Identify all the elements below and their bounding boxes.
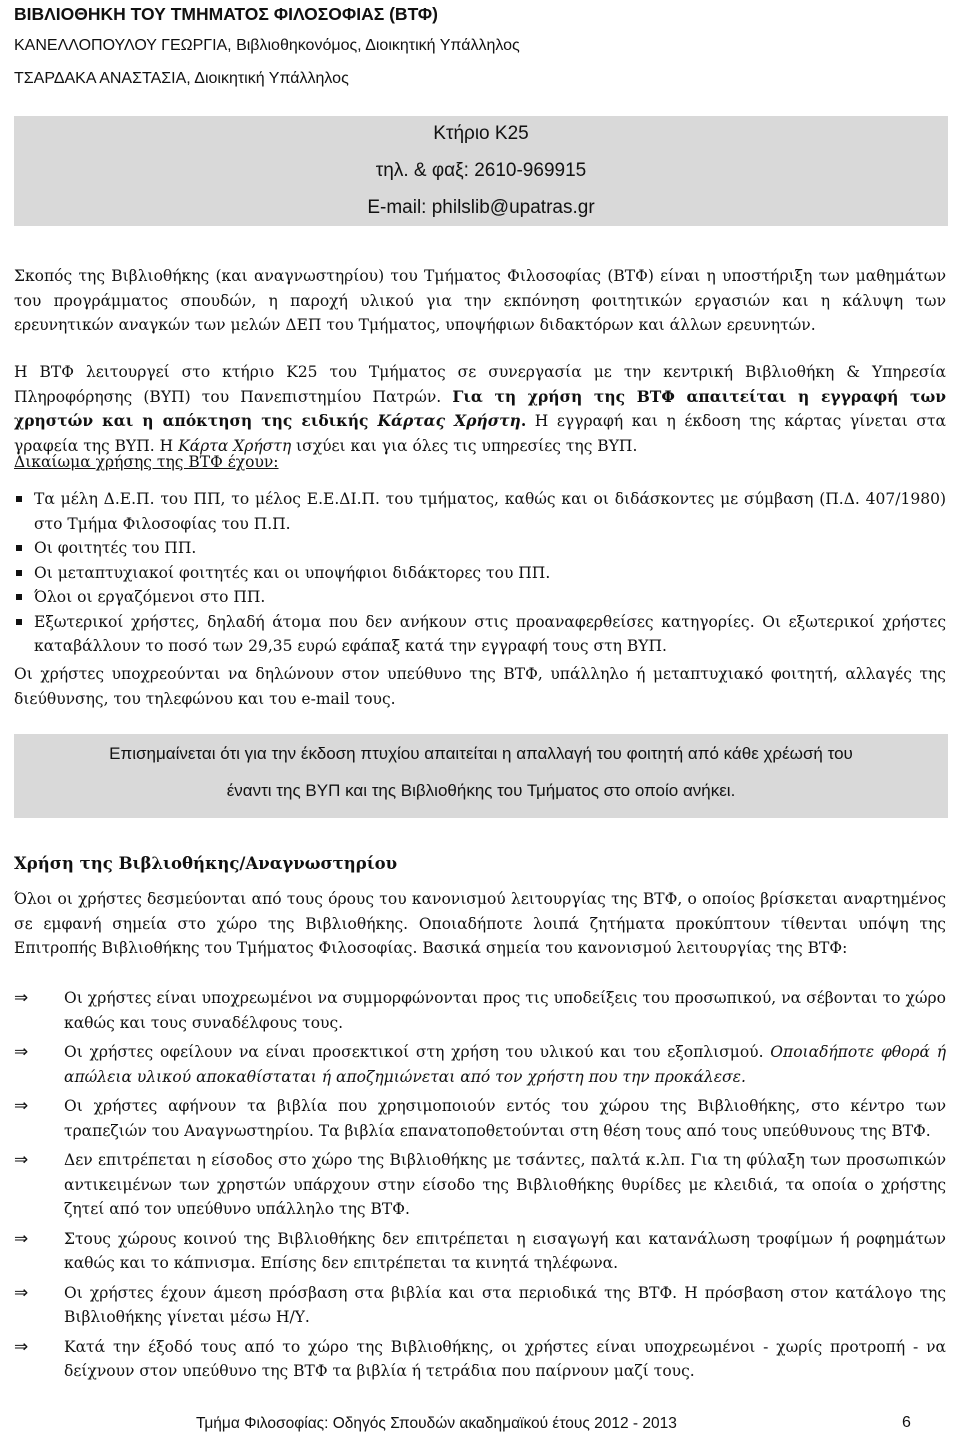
eligible-user-item: [14, 610, 946, 659]
usage-rule-text: Οι χρήστες είναι υποχρεωμένοι να συμμορφώνονται προς τις υποδείξεις του προσωπικού, να σέβονται το χώρο καθώς και τους συναδέλφους τους.: [64, 989, 946, 1032]
square-bullet-icon: [16, 594, 22, 600]
eligible-user-text: Όλοι οι εργαζόμενοι στο ΠΠ.: [34, 588, 266, 606]
eligible-user-text: Τα μέλη Δ.Ε.Π. του ΠΠ, το μέλος Ε.Ε.ΔΙ.Π. του τμήματος, καθώς και οι διδάσκοντες με σύμβαση (Π.Δ. 407/1980) στο Τμήμα Φιλοσοφίας του Π.Π.: [34, 490, 946, 533]
double-arrow-right-icon: ⇒: [14, 988, 29, 1008]
degree-notice-box: [14, 734, 948, 818]
eligible-user-text: Οι μεταπτυχιακοί φοιτητές και οι υποψήφιοι διδάκτορες του ΠΠ.: [34, 563, 551, 582]
contact-box: [14, 116, 948, 226]
usage-rule-text: Δεν επιτρέπεται η είσοδος στο χώρο της Βιβλιοθήκης με τσάντες, παλτά κ.λπ. Για τη φύλαξη των προσωπικών αντικειμένων των χρηστών υπάρχουν στην είσοδο της Βιβλιοθήκης θυρίδες με κλειδιά, τα οποία ο χρήστης ζητεί από τον υπεύθυνο υπάλληλο της ΒΤΦ.: [64, 1151, 946, 1218]
footer-text: Τμήμα Φιλοσοφίας: Οδηγός Σπουδών ακαδημαϊκού έτους 2012 - 2013: [196, 1415, 677, 1432]
contact-phone: τηλ. & φαξ: 2610-969915: [375, 160, 587, 181]
usage-heading: Χρήση της Βιβλιοθήκης/Αναγνωστηρίου: [14, 854, 398, 873]
square-bullet-icon: [16, 570, 22, 576]
operation-text-3: ισχύει και για όλες τις υπηρεσίες της ΒΥΠ.: [291, 436, 638, 455]
usage-rule-item: [14, 1094, 946, 1143]
square-bullet-icon: [16, 545, 22, 551]
eligible-user-text: Εξωτερικοί χρήστες, δηλαδή άτομα που δεν ανήκουν στις προαναφερθείσες κατηγορίες. Οι εξωτερικοί χρήστες καταβάλλουν το ποσό των 29,35 ευρώ εφάπαξ κατά την εγγραφή τους στη ΒΥΠ.: [34, 612, 946, 655]
library-title: ΒΙΒΛΙΟΘΗΚΗ ΤΟΥ ΤΜΗΜΑΤΟΣ ΦΙΛΟΣΟΦΙΑΣ (ΒΤΦ): [14, 4, 438, 24]
usage-rule-text: Οι χρήστες οφείλουν να είναι προσεκτικοί στη χρήση του υλικού και του εξοπλισμού.: [64, 1043, 771, 1061]
purpose-paragraph: Σκοπός της Βιβλιοθήκης (και αναγνωστηρίου) του Τμήματος Φιλοσοφίας (ΒΤΦ) είναι η υποστήριξη των μαθημάτων του προγράμματος σπουδών, η παροχή υλικού για την εκπόνηση φοιτητικών εργασιών και η κάλυψη των ερευνητικών αναγκών των μελών ΔΕΠ του Τμήματος, υποψήφιων διδακτόρων και άλλων ερευνητών.: [14, 267, 946, 334]
eligible-user-text: Οι φοιτητές του ΠΠ.: [34, 539, 197, 557]
usage-rule-item: [14, 1148, 946, 1222]
usage-rule-text: Κατά την έξοδό τους από το χώρο της Βιβλιοθήκης, οι χρήστες είναι υποχρεωμένοι - χωρίς προτροπή - να δείχνουν στον υπεύθυνο της ΒΤΦ τα βιβλία ή τετράδια που παίρνουν μαζί τους.: [64, 1337, 946, 1380]
operation-text-2: Η εγγραφή και η έκδοση της κάρτας γίνεται στα γραφεία της ΒΥΠ. Η: [14, 412, 946, 455]
contact-email: E-mail: philslib@upatras.gr: [367, 197, 595, 218]
user-card-term-2: Κάρτα Χρήστη: [178, 436, 292, 455]
square-bullet-icon: [16, 619, 22, 625]
double-arrow-right-icon: ⇒: [14, 1336, 29, 1357]
usage-rule-item: [14, 1040, 946, 1089]
eligible-user-item: [14, 585, 946, 610]
rights-heading: Δικαίωμα χρήσης της ΒΤΦ έχουν:: [14, 453, 279, 471]
user-card-term: Κάρτας Χρήστη: [377, 411, 521, 430]
eligible-user-item: [14, 487, 946, 536]
double-arrow-right-icon: ⇒: [14, 1096, 29, 1116]
eligible-users-list: [14, 487, 946, 659]
obligation-paragraph: Οι χρήστες υποχρεούνται να δηλώνουν στον υπεύθυνο της ΒΤΦ, υπάλληλο ή μεταπτυχιακό φοιτητή, αλλαγές της διεύθυνσης, του τηλεφώνου και του e-mail τους.: [14, 665, 946, 708]
operation-paragraph: [14, 360, 946, 458]
eligible-user-item: [14, 536, 946, 561]
staff-member-1: ΚΑΝΕΛΛΟΠΟΥΛΟΥ ΓΕΩΡΓΙΑ, Βιβλιοθηκονόμος, Διοικητική Υπάλληλος: [14, 37, 520, 54]
staff-member-2: ΤΣΑΡΔΑΚΑ ΑΝΑΣΤΑΣΙΑ, Διοικητική Υπάλληλος: [14, 70, 349, 87]
usage-rule-text: Οι χρήστες αφήνουν τα βιβλία που χρησιμοποιούν εντός του χώρου της Βιβλιοθήκης, στο κέντρο των τραπεζιών του Αναγνωστηρίου. Τα βιβλία επανατοποθετούνται στη θέση τους από τους υπεύθυνους της ΒΤΦ.: [64, 1097, 946, 1140]
contact-building: Κτήριο Κ25: [433, 123, 529, 144]
usage-rule-text: Οι χρήστες έχουν άμεση πρόσβαση στα βιβλία και στα περιοδικά της ΒΤΦ. Η πρόσβαση στον κατάλογο της Βιβλιοθήκης γίνεται μέσω Η/Υ.: [64, 1283, 946, 1326]
square-bullet-icon: [16, 496, 22, 502]
operation-bold: Για τη χρήση της ΒΤΦ απαιτείται η εγγραφή των χρηστών και η απόκτηση της ειδικής Κάρτας Χρήστη.: [14, 386, 946, 430]
double-arrow-right-icon: ⇒: [14, 1042, 29, 1062]
double-arrow-right-icon: ⇒: [14, 1150, 29, 1170]
usage-rule-item: [14, 1281, 946, 1330]
notice-line-1: Επισημαίνεται ότι για την έκδοση πτυχίου απαιτείται η απαλλαγή του φοιτητή από κάθε χρέωσή του: [109, 744, 853, 763]
eligible-user-item: [14, 561, 946, 586]
double-arrow-right-icon: ⇒: [14, 1228, 29, 1249]
usage-rule-item: [14, 1335, 946, 1384]
page-number: 6: [902, 1414, 911, 1431]
usage-rule-text: Στους χώρους κοινού της Βιβλιοθήκης δεν επιτρέπεται η εισαγωγή και κατανάλωση τροφίμων ή ροφημάτων καθώς και το κάπνισμα. Επίσης δεν επιτρέπεται τα κινητά τηλέφωνα.: [64, 1229, 946, 1272]
usage-rule-italic-text: Οποιαδήποτε φθορά ή απώλεια υλικού αποκαθίσταται ή αποζημιώνεται από τον χρήστη που την προκάλεσε.: [64, 1043, 946, 1086]
double-arrow-right-icon: ⇒: [14, 1282, 29, 1303]
usage-rule-item: [14, 986, 946, 1035]
notice-line-2: έναντι της ΒΥΠ και της Βιβλιοθήκης του Τμήματος στο οποίο ανήκει.: [226, 781, 736, 800]
usage-rule-item: [14, 1227, 946, 1276]
usage-intro-paragraph: Όλοι οι χρήστες δεσμεύονται από τους όρους του κανονισμού λειτουργίας της ΒΤΦ, ο οποίος βρίσκεται αναρτημένος σε εμφανή σημεία στο χώρο της Βιβλιοθήκης. Οποιαδήποτε λοιπά ζητήματα προκύπτουν τίθενται υπόψη της Επιτροπής Βιβλιοθήκης του Τμήματος Φιλοσοφίας. Βασικά σημεία του κανονισμού λειτουργίας της ΒΤΦ:: [14, 890, 946, 957]
usage-rules-list: [14, 986, 946, 1389]
operation-text-1: Η ΒΤΦ λειτουργεί στο κτήριο Κ25 του Τμήματος σε συνεργασία με την κεντρική Βιβλιοθήκη & Υπηρεσία Πληροφόρησης (ΒΥΠ) του Πανεπιστημίου Πατρών.: [14, 363, 946, 406]
